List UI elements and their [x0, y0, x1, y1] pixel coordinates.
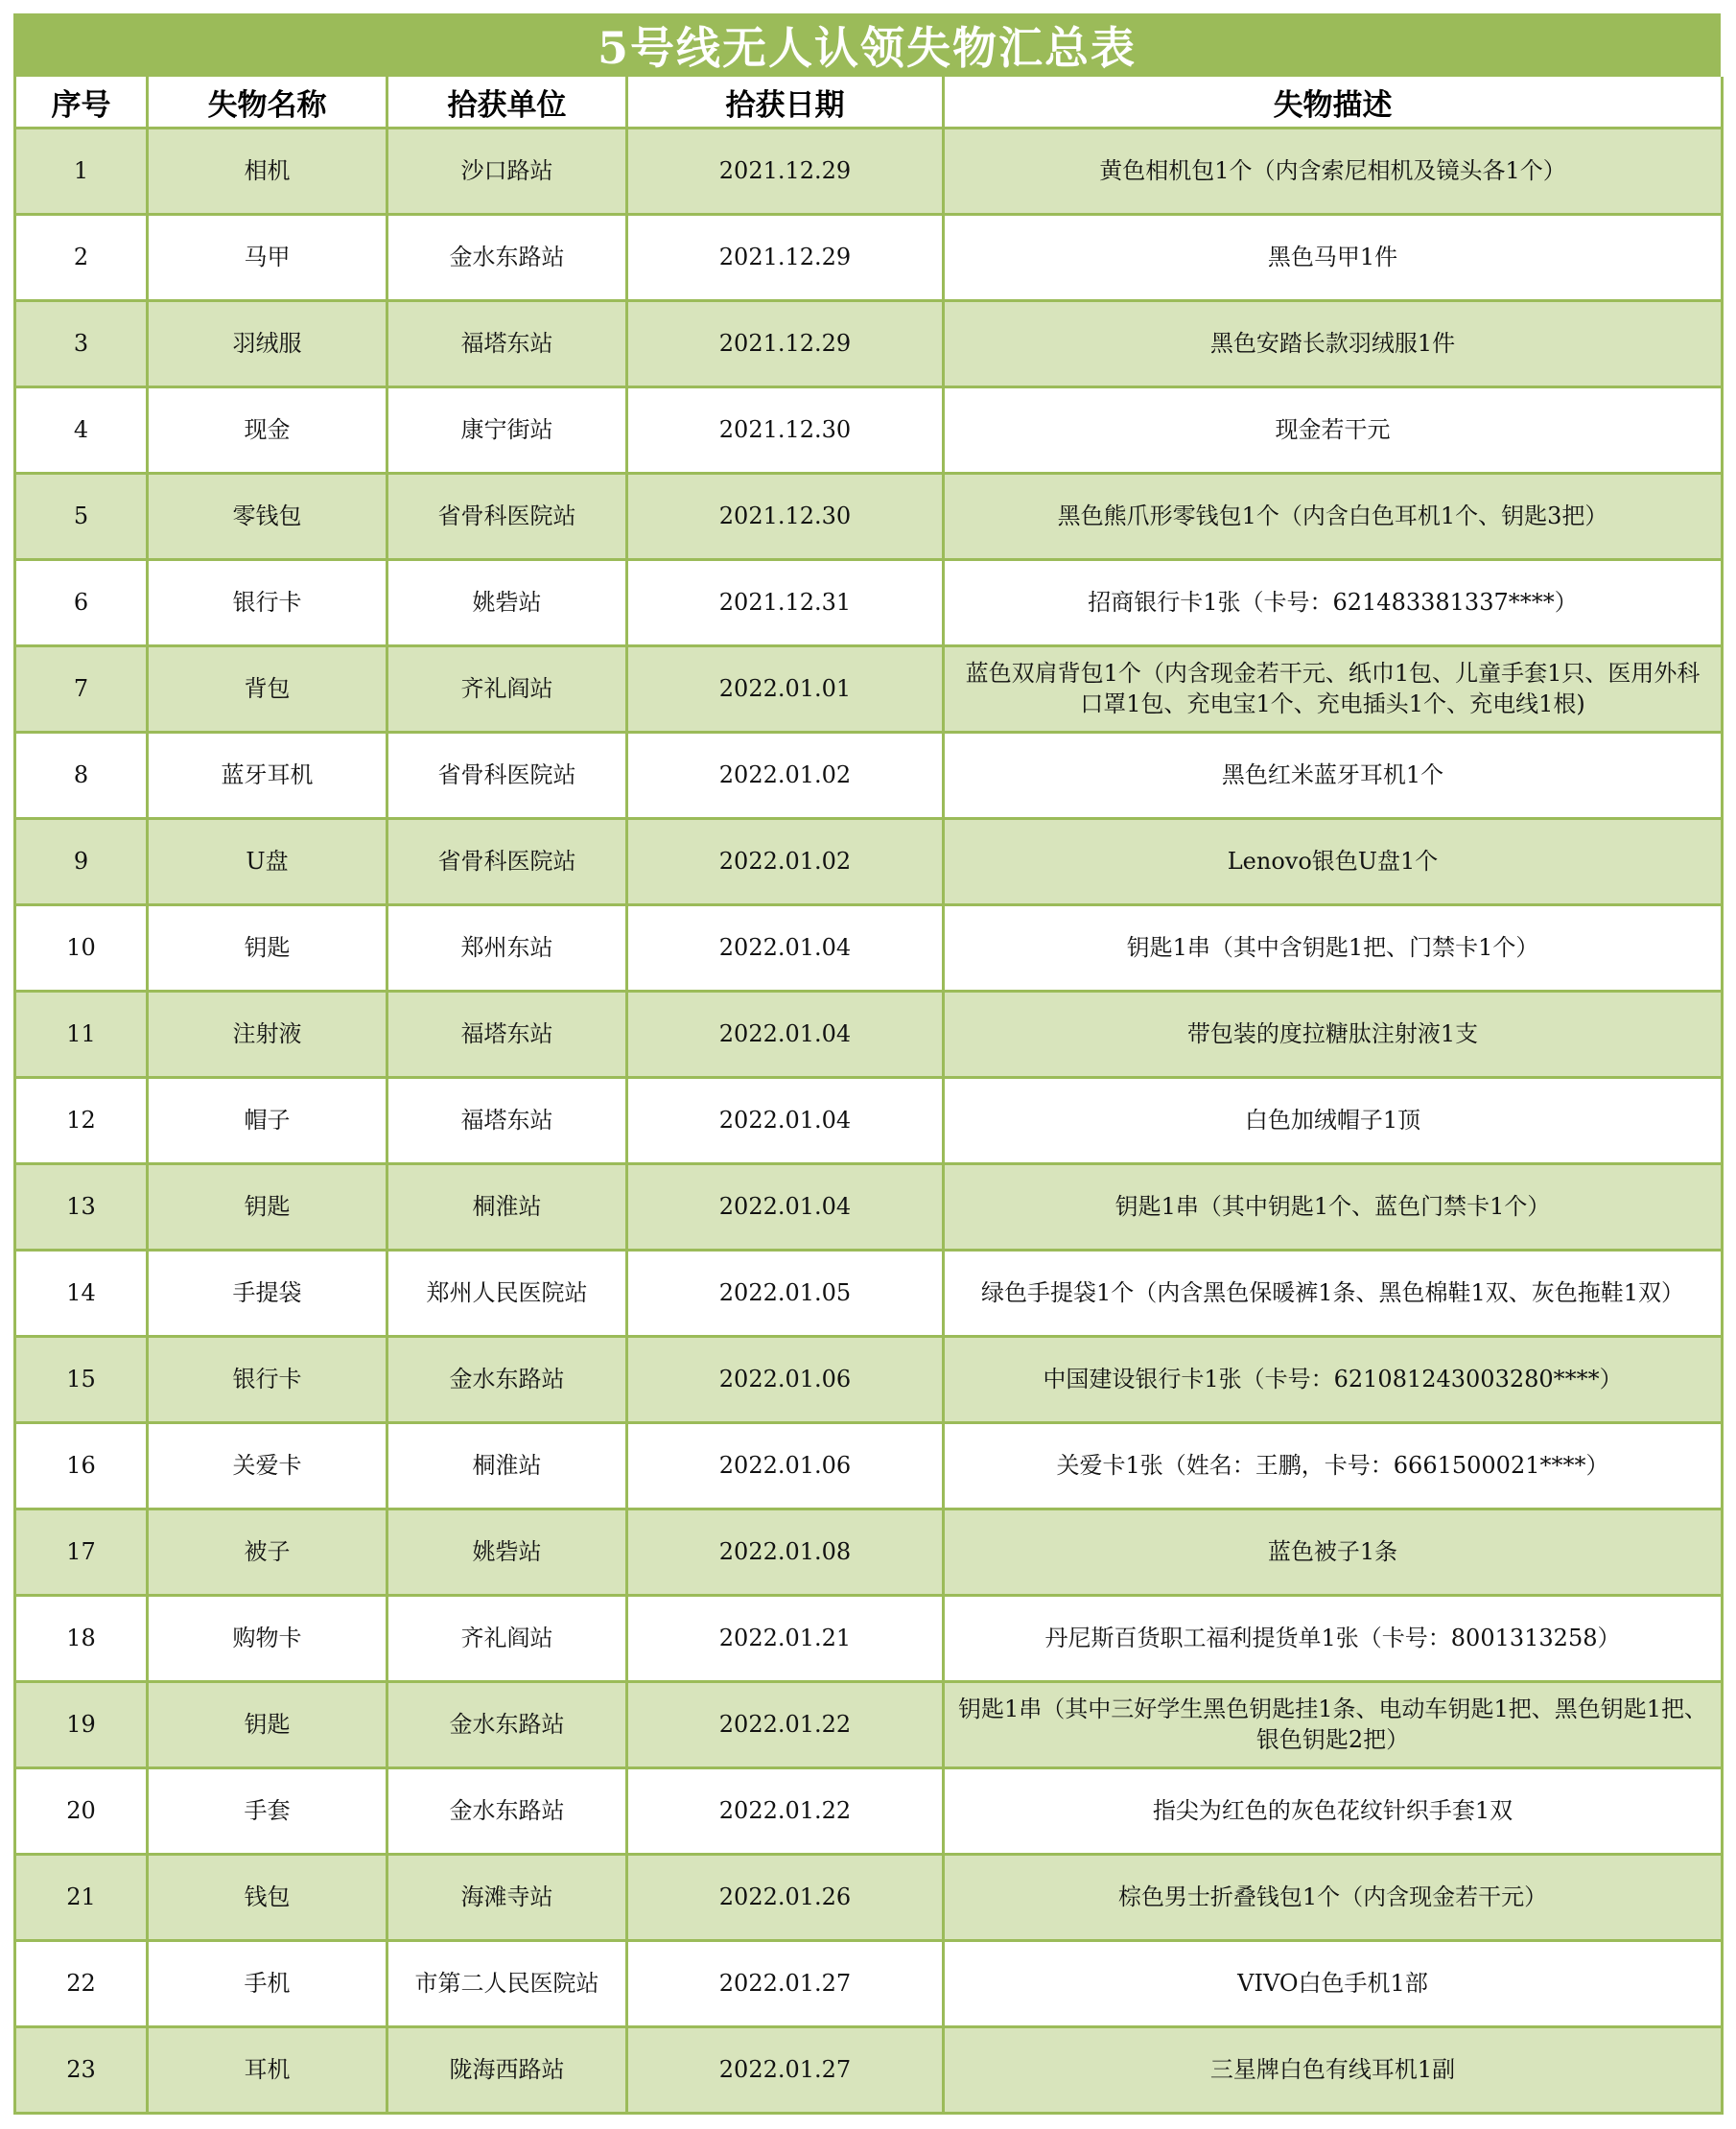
- header-row: [15, 77, 1723, 129]
- cell-seq: 4: [15, 387, 148, 474]
- cell-found-date: 2022.01.06: [627, 1423, 944, 1509]
- cell-found-date: 2022.01.04: [627, 992, 944, 1078]
- cell-seq: 10: [15, 905, 148, 992]
- cell-item-name: 被子: [148, 1509, 387, 1596]
- cell-item-name: 蓝牙耳机: [148, 733, 387, 819]
- cell-item-name: 关爱卡: [148, 1423, 387, 1509]
- cell-found-station: 桐淮站: [387, 1164, 627, 1251]
- table-row: [15, 1164, 1723, 1251]
- cell-item-name: 钥匙: [148, 1164, 387, 1251]
- lost-items-table: [13, 77, 1724, 2115]
- table-row: [15, 1682, 1723, 1768]
- cell-found-station: 省骨科医院站: [387, 474, 627, 560]
- cell-seq: 14: [15, 1251, 148, 1337]
- cell-item-name: 钥匙: [148, 905, 387, 992]
- table-row: [15, 1596, 1723, 1682]
- table-body: [15, 129, 1723, 2114]
- table-row: [15, 2027, 1723, 2114]
- cell-found-date: 2022.01.02: [627, 733, 944, 819]
- cell-found-date: 2021.12.29: [627, 129, 944, 215]
- cell-description: 蓝色双肩背包1个（内含现金若干元、纸巾1包、儿童手套1只、医用外科口罩1包、充电宝1个、充电插头1个、充电线1根): [944, 646, 1723, 733]
- cell-description: 钥匙1串（其中钥匙1个、蓝色门禁卡1个）: [944, 1164, 1723, 1251]
- cell-found-date: 2021.12.31: [627, 560, 944, 646]
- cell-description: 白色加绒帽子1顶: [944, 1078, 1723, 1164]
- cell-found-station: 齐礼阎站: [387, 1596, 627, 1682]
- header-desc: 失物描述: [944, 77, 1723, 129]
- cell-seq: 3: [15, 301, 148, 387]
- cell-item-name: 耳机: [148, 2027, 387, 2114]
- cell-description: 中国建设银行卡1张（卡号：621081243003280****）: [944, 1337, 1723, 1423]
- cell-seq: 21: [15, 1855, 148, 1941]
- lost-items-sheet: [13, 13, 1721, 2115]
- cell-item-name: 手提袋: [148, 1251, 387, 1337]
- cell-description: 绿色手提袋1个（内含黑色保暖裤1条、黑色棉鞋1双、灰色拖鞋1双）: [944, 1251, 1723, 1337]
- cell-seq: 6: [15, 560, 148, 646]
- cell-description: 三星牌白色有线耳机1副: [944, 2027, 1723, 2114]
- cell-found-station: 姚砦站: [387, 560, 627, 646]
- cell-found-date: 2021.12.29: [627, 301, 944, 387]
- cell-item-name: U盘: [148, 819, 387, 905]
- table-row: [15, 1768, 1723, 1855]
- cell-seq: 18: [15, 1596, 148, 1682]
- table-row: [15, 215, 1723, 301]
- header-seq: 序号: [15, 77, 148, 129]
- cell-found-station: 福塔东站: [387, 301, 627, 387]
- cell-found-date: 2021.12.29: [627, 215, 944, 301]
- cell-description: 蓝色被子1条: [944, 1509, 1723, 1596]
- cell-found-date: 2022.01.21: [627, 1596, 944, 1682]
- cell-item-name: 相机: [148, 129, 387, 215]
- cell-item-name: 手套: [148, 1768, 387, 1855]
- cell-found-station: 金水东路站: [387, 1337, 627, 1423]
- cell-description: 黑色马甲1件: [944, 215, 1723, 301]
- table-row: [15, 819, 1723, 905]
- cell-item-name: 注射液: [148, 992, 387, 1078]
- cell-found-station: 金水东路站: [387, 1768, 627, 1855]
- cell-item-name: 马甲: [148, 215, 387, 301]
- cell-seq: 20: [15, 1768, 148, 1855]
- cell-found-station: 福塔东站: [387, 1078, 627, 1164]
- cell-description: 黑色红米蓝牙耳机1个: [944, 733, 1723, 819]
- table-row: [15, 992, 1723, 1078]
- cell-description: 指尖为红色的灰色花纹针织手套1双: [944, 1768, 1723, 1855]
- table-row: [15, 129, 1723, 215]
- cell-item-name: 手机: [148, 1941, 387, 2027]
- header-date: 拾获日期: [627, 77, 944, 129]
- cell-found-station: 郑州东站: [387, 905, 627, 992]
- cell-found-date: 2021.12.30: [627, 474, 944, 560]
- cell-found-date: 2022.01.04: [627, 1078, 944, 1164]
- cell-found-date: 2022.01.04: [627, 905, 944, 992]
- cell-description: Lenovo银色U盘1个: [944, 819, 1723, 905]
- cell-found-date: 2022.01.05: [627, 1251, 944, 1337]
- table-row: [15, 474, 1723, 560]
- cell-seq: 2: [15, 215, 148, 301]
- cell-seq: 11: [15, 992, 148, 1078]
- table-row: [15, 560, 1723, 646]
- cell-item-name: 钱包: [148, 1855, 387, 1941]
- cell-seq: 7: [15, 646, 148, 733]
- table-row: [15, 1941, 1723, 2027]
- cell-seq: 9: [15, 819, 148, 905]
- cell-item-name: 现金: [148, 387, 387, 474]
- table-row: [15, 1078, 1723, 1164]
- cell-found-station: 姚砦站: [387, 1509, 627, 1596]
- cell-found-date: 2022.01.27: [627, 2027, 944, 2114]
- table-row: [15, 301, 1723, 387]
- cell-item-name: 背包: [148, 646, 387, 733]
- cell-found-station: 郑州人民医院站: [387, 1251, 627, 1337]
- cell-seq: 19: [15, 1682, 148, 1768]
- cell-found-date: 2022.01.01: [627, 646, 944, 733]
- cell-seq: 1: [15, 129, 148, 215]
- cell-found-date: 2022.01.08: [627, 1509, 944, 1596]
- table-row: [15, 1855, 1723, 1941]
- cell-item-name: 羽绒服: [148, 301, 387, 387]
- cell-found-date: 2022.01.04: [627, 1164, 944, 1251]
- cell-found-station: 齐礼阎站: [387, 646, 627, 733]
- table-row: [15, 387, 1723, 474]
- cell-description: 带包装的度拉糖肽注射液1支: [944, 992, 1723, 1078]
- cell-description: 招商银行卡1张（卡号：621483381337****）: [944, 560, 1723, 646]
- cell-seq: 15: [15, 1337, 148, 1423]
- cell-item-name: 银行卡: [148, 1337, 387, 1423]
- cell-found-date: 2022.01.06: [627, 1337, 944, 1423]
- cell-seq: 8: [15, 733, 148, 819]
- cell-found-station: 省骨科医院站: [387, 733, 627, 819]
- cell-item-name: 银行卡: [148, 560, 387, 646]
- cell-found-date: 2021.12.30: [627, 387, 944, 474]
- cell-description: 现金若干元: [944, 387, 1723, 474]
- table-row: [15, 1251, 1723, 1337]
- table-header: [15, 77, 1723, 129]
- table-row: [15, 733, 1723, 819]
- cell-found-station: 桐淮站: [387, 1423, 627, 1509]
- cell-description: 棕色男士折叠钱包1个（内含现金若干元）: [944, 1855, 1723, 1941]
- cell-item-name: 购物卡: [148, 1596, 387, 1682]
- cell-found-station: 康宁街站: [387, 387, 627, 474]
- cell-description: 钥匙1串（其中三好学生黑色钥匙挂1条、电动车钥匙1把、黑色钥匙1把、银色钥匙2把）: [944, 1682, 1723, 1768]
- header-unit: 拾获单位: [387, 77, 627, 129]
- cell-description: 钥匙1串（其中含钥匙1把、门禁卡1个）: [944, 905, 1723, 992]
- cell-found-date: 2022.01.02: [627, 819, 944, 905]
- cell-seq: 16: [15, 1423, 148, 1509]
- cell-item-name: 零钱包: [148, 474, 387, 560]
- cell-found-date: 2022.01.26: [627, 1855, 944, 1941]
- table-row: [15, 646, 1723, 733]
- cell-found-station: 省骨科医院站: [387, 819, 627, 905]
- cell-found-date: 2022.01.22: [627, 1768, 944, 1855]
- cell-seq: 22: [15, 1941, 148, 2027]
- cell-found-station: 金水东路站: [387, 1682, 627, 1768]
- cell-seq: 5: [15, 474, 148, 560]
- cell-found-station: 金水东路站: [387, 215, 627, 301]
- cell-found-station: 陇海西路站: [387, 2027, 627, 2114]
- cell-found-date: 2022.01.27: [627, 1941, 944, 2027]
- cell-description: 黑色安踏长款羽绒服1件: [944, 301, 1723, 387]
- cell-found-station: 沙口路站: [387, 129, 627, 215]
- page-title: 5号线无人认领失物汇总表: [13, 13, 1721, 77]
- table-row: [15, 1423, 1723, 1509]
- header-name: 失物名称: [148, 77, 387, 129]
- cell-found-station: 福塔东站: [387, 992, 627, 1078]
- table-row: [15, 1509, 1723, 1596]
- cell-found-station: 海滩寺站: [387, 1855, 627, 1941]
- cell-seq: 12: [15, 1078, 148, 1164]
- cell-description: VIVO白色手机1部: [944, 1941, 1723, 2027]
- cell-description: 关爱卡1张（姓名：王鹏，卡号：6661500021****）: [944, 1423, 1723, 1509]
- cell-description: 黑色熊爪形零钱包1个（内含白色耳机1个、钥匙3把）: [944, 474, 1723, 560]
- cell-item-name: 钥匙: [148, 1682, 387, 1768]
- table-row: [15, 905, 1723, 992]
- cell-found-date: 2022.01.22: [627, 1682, 944, 1768]
- cell-seq: 17: [15, 1509, 148, 1596]
- cell-found-station: 市第二人民医院站: [387, 1941, 627, 2027]
- cell-description: 黄色相机包1个（内含索尼相机及镜头各1个）: [944, 129, 1723, 215]
- cell-description: 丹尼斯百货职工福利提货单1张（卡号：8001313258）: [944, 1596, 1723, 1682]
- cell-seq: 23: [15, 2027, 148, 2114]
- cell-seq: 13: [15, 1164, 148, 1251]
- cell-item-name: 帽子: [148, 1078, 387, 1164]
- table-row: [15, 1337, 1723, 1423]
